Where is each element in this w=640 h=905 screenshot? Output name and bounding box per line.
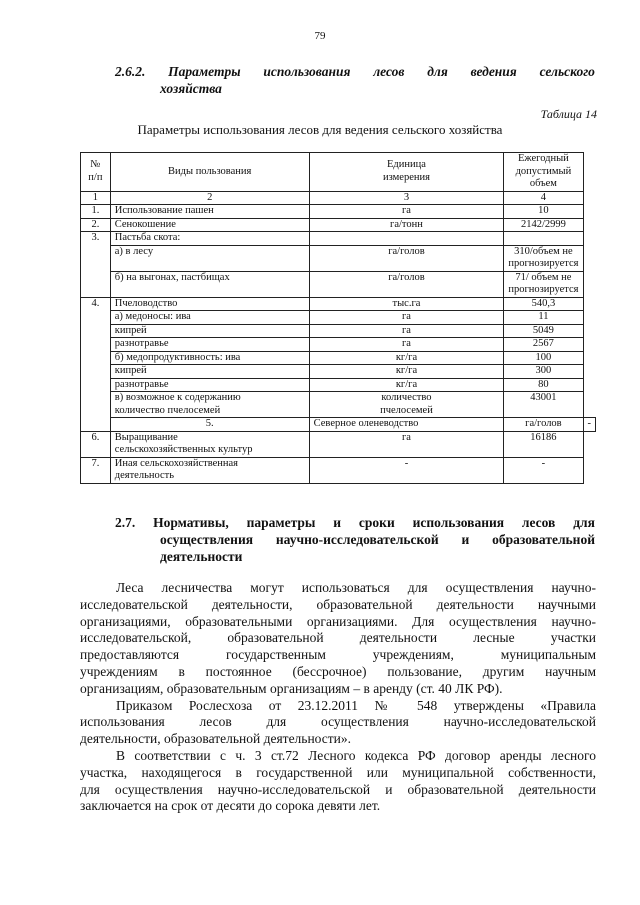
unit-text: га (401, 338, 411, 349)
index-cell: 3 (309, 191, 504, 205)
table-row (81, 431, 596, 457)
table-label: Таблица 14 (540, 107, 597, 121)
unit-text: га (401, 324, 411, 336)
unit-cell (309, 392, 504, 418)
table-row (81, 457, 596, 483)
use-type-text: б) на выгонах, пастбищах (114, 271, 230, 283)
header-name: Виды пользования (110, 153, 309, 192)
unit-text: кг/га (395, 365, 418, 376)
unit-text: га (401, 311, 411, 322)
forest-use-parameters-table (80, 152, 596, 484)
heading-word: использования (263, 64, 351, 79)
unit-cell (309, 338, 504, 352)
volume-cell: 540,3 (504, 297, 583, 311)
volume-cell: 10 (504, 205, 583, 219)
unit-cell (504, 418, 583, 432)
heading-word: Параметры (168, 64, 241, 79)
use-type-cell (110, 431, 309, 457)
heading-word: Нормативы, (153, 515, 229, 530)
use-type-cell (309, 418, 504, 432)
paragraph-line: организациям, образовательным организациям – в аренду (ст. 40 ЛК РФ). (80, 680, 503, 696)
use-type-text: а) в лесу (114, 245, 154, 257)
paragraph-line: исследовательской деятельности, образовательной деятельности научными (80, 596, 596, 612)
use-type-text: сельскохозяйственных культур (114, 444, 253, 455)
row-number-cell: 3. (81, 232, 111, 298)
use-type-cell (110, 338, 309, 352)
paragraph-line: В соответствии с ч. 3 ст.72 Лесного кодекса РФ договор аренды лесного (116, 747, 596, 763)
section-heading-line (115, 514, 595, 531)
volume-cell: 11 (504, 311, 583, 325)
heading-word: осуществления (160, 532, 254, 547)
unit-cell (309, 271, 504, 297)
volume-cell: 2142/2999 (504, 218, 583, 232)
heading-word: лесов (373, 64, 405, 79)
unit-cell (309, 205, 504, 219)
use-type-cell (110, 365, 309, 379)
header-num: № п/п (81, 153, 111, 192)
use-type-text: в) возможное к содержанию (114, 392, 241, 403)
heading-word: для (573, 515, 595, 530)
unit-text: га (401, 431, 411, 443)
use-type-cell (110, 311, 309, 325)
volume-cell: 80 (504, 378, 583, 392)
use-type-cell (110, 218, 309, 232)
section-heading-2-7 (115, 514, 595, 565)
paragraph-line: организациями, образовательными организациями. Для осуществления научно- (80, 613, 596, 629)
unit-cell (309, 365, 504, 379)
volume-cell: 2567 (504, 338, 583, 352)
volume-cell: 310/объем не прогнозируется (504, 245, 583, 271)
row-number-cell: 6. (81, 431, 111, 457)
use-type-text: разнотравье (114, 378, 169, 390)
unit-text: кг/га (395, 351, 418, 363)
heading-word: сельского (539, 64, 595, 79)
unit-text: кг/га (395, 378, 418, 390)
use-type-cell (110, 378, 309, 392)
use-type-text: разнотравье (114, 338, 169, 349)
use-type-text: Использование пашен (114, 205, 214, 216)
use-type-cell (110, 392, 309, 418)
use-type-cell (110, 297, 309, 311)
unit-cell (309, 351, 504, 365)
heading-word: ведения (470, 64, 517, 79)
heading-word: лесов (521, 515, 556, 530)
volume-cell: - (583, 418, 596, 432)
use-type-text: а) медоносы: ива (114, 311, 191, 322)
paragraph-line: участка, находящегося в государственной или муниципальной собственности, (80, 764, 596, 780)
paragraph-line: заключается на срок от десяти до сорока девяти лет. (80, 798, 381, 814)
use-type-cell (110, 232, 309, 246)
table-row (81, 297, 596, 311)
table-row (81, 271, 596, 297)
use-type-text: Северное оленеводство (313, 418, 419, 429)
page-number: 79 (314, 30, 326, 42)
use-type-text: деятельность (114, 470, 175, 481)
section-heading-line (115, 63, 595, 80)
unit-cell (309, 297, 504, 311)
use-type-text: Пчеловодство (114, 297, 178, 309)
heading-word: 2.7. (115, 515, 136, 530)
use-type-text: количество пчелосемей (114, 404, 221, 416)
heading-word: для (427, 64, 448, 79)
volume-cell: 5049 (504, 324, 583, 338)
section-heading-line (115, 531, 595, 548)
use-type-cell (110, 351, 309, 365)
table-row (81, 232, 596, 246)
table-row (81, 205, 596, 219)
use-type-text: Выращивание (114, 431, 178, 443)
table-row (81, 218, 596, 232)
heading-word: параметры (246, 515, 316, 530)
unit-text: количество (381, 392, 432, 403)
volume-cell: 71/ объем не прогнозируется (504, 271, 583, 297)
unit-text: га/голов (525, 418, 562, 429)
unit-text: га/тонн (390, 218, 423, 230)
index-cell: 1 (81, 191, 111, 205)
table-row (81, 311, 596, 325)
heading-word: использования (412, 515, 505, 530)
section-heading-2-6-2 (115, 63, 595, 97)
unit-cell (309, 232, 504, 246)
paragraph-line: исследовательской, образовательной деятельности лесные участки (80, 630, 596, 646)
body-text (80, 580, 596, 815)
table-caption: Параметры использования лесов для ведения сельского хозяйства (137, 122, 503, 137)
unit-text: - (404, 457, 409, 469)
paragraph-line: для осуществления научно-исследовательской и образовательной деятельности (80, 781, 596, 797)
row-number-cell: 1. (81, 205, 111, 219)
use-type-text: б) медопродуктивность: ива (114, 351, 241, 363)
unit-text: га/голов (388, 271, 425, 283)
header-unit: Единица измерения (309, 153, 504, 192)
unit-text: га/голов (388, 245, 425, 257)
paragraph-line: использования лесов для осуществления научно-исследовательской (80, 714, 596, 730)
use-type-text: кипрей (114, 365, 147, 376)
table-header-row (81, 153, 596, 192)
heading-word: образовательной (492, 532, 595, 547)
table-row (81, 392, 596, 418)
row-number-cell: 5. (110, 418, 309, 432)
use-type-cell (110, 245, 309, 271)
paragraph-line: предоставляются государственным учреждениям, муниципальным (80, 647, 596, 663)
table-row (81, 351, 596, 365)
paragraph-line: учреждениям в постоянное (бессрочное) пользование, другим научным (80, 663, 596, 679)
heading-word: сроки (358, 515, 395, 530)
volume-cell (504, 232, 583, 246)
use-type-text: кипрей (114, 324, 147, 336)
table-row (81, 378, 596, 392)
table-row (81, 418, 596, 432)
header-volume: Ежегодный допустимый объем (504, 153, 583, 192)
row-number-cell: 2. (81, 218, 111, 232)
heading-word: и (461, 532, 470, 547)
use-type-text: Сенокошение (114, 218, 176, 230)
use-type-cell (110, 457, 309, 483)
unit-text: пчелосемей (380, 404, 433, 416)
use-type-text: Пастьба скота: (114, 232, 181, 243)
row-number-cell: 7. (81, 457, 111, 483)
volume-cell: 16186 (504, 431, 583, 457)
unit-cell (309, 378, 504, 392)
table-row (81, 338, 596, 352)
unit-cell (309, 245, 504, 271)
index-cell: 4 (504, 191, 583, 205)
unit-cell (309, 218, 504, 232)
unit-text: га (401, 205, 411, 216)
paragraph-line: Леса лесничества могут использоваться для осуществления научно- (116, 580, 596, 595)
heading-word: и (333, 515, 342, 530)
volume-cell: 100 (504, 351, 583, 365)
volume-cell: 43001 (504, 392, 583, 418)
unit-cell (309, 311, 504, 325)
heading-word: научно-исследовательской (275, 532, 439, 547)
section-heading-line: деятельности (160, 549, 243, 564)
volume-cell: - (504, 457, 583, 483)
index-cell: 2 (110, 191, 309, 205)
heading-word: 2.6.2. (115, 64, 146, 79)
table-row (81, 365, 596, 379)
volume-cell: 300 (504, 365, 583, 379)
unit-text: тыс.га (392, 297, 421, 309)
use-type-cell (110, 324, 309, 338)
use-type-text: Иная сельскохозяйственная (114, 457, 239, 469)
table-row (81, 245, 596, 271)
use-type-cell (110, 205, 309, 219)
table-row (81, 324, 596, 338)
unit-cell (309, 431, 504, 457)
paragraph-line: Приказом Рослесхоза от 23.12.2011 № 548 утверждены «Правила (116, 697, 596, 713)
table-index-row (81, 191, 596, 205)
row-number-cell: 4. (81, 297, 111, 431)
unit-cell (309, 457, 504, 483)
use-type-cell (110, 271, 309, 297)
unit-cell (309, 324, 504, 338)
paragraph-line: деятельности, образовательной деятельности». (80, 731, 352, 747)
section-heading-line: хозяйства (160, 81, 222, 96)
